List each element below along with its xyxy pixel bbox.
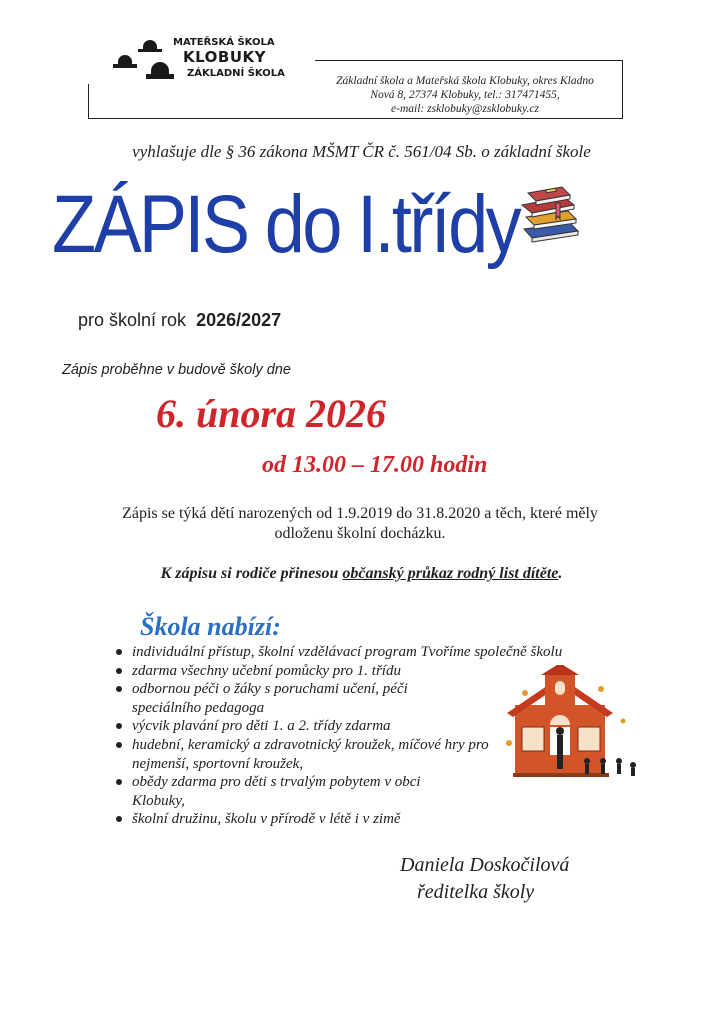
required-documents-list: občanský průkaz rodný list dítěte (342, 565, 559, 582)
eligibility-line-2: odloženu školní docházku. (274, 525, 446, 542)
bullet-icon (116, 723, 122, 729)
letterhead-border-top (315, 60, 623, 61)
bullet-icon (116, 668, 122, 674)
letterhead-border-left (88, 84, 89, 118)
principal-role: ředitelka školy (417, 881, 535, 903)
enrollment-location-text: Zápis proběhne v budově školy dne (62, 362, 291, 378)
address-email: e-mail: zsklobuky@zsklobuky.cz (391, 103, 539, 115)
school-year-value: 2026/2027 (196, 310, 282, 330)
eligibility-line-1: Zápis se týká dětí narozených od 1.9.2019 do 31.8.2020 a těch, které měly (122, 505, 598, 522)
bullet-icon (116, 686, 122, 692)
enrollment-time: od 13.00 – 17.00 hodin (262, 452, 488, 478)
list-item: odbornou péči o žáky s poruchami učení, péči speciálního pedagoga (112, 680, 462, 717)
school-logo (110, 34, 310, 84)
decree-text: vyhlašuje dle § 36 zákona MŠMT ČR č. 561/04 Sb. o základní škole (132, 142, 591, 161)
required-documents-prefix: K zápisu si rodiče přinesou (160, 565, 343, 582)
signature-block (400, 852, 569, 906)
list-item: zdarma všechny učební pomůcky pro 1. třídu (112, 662, 612, 681)
list-item: školní družinu, školu v přírodě v létě i v zimě (112, 810, 612, 829)
required-documents-suffix: . (558, 565, 563, 582)
bullet-icon (116, 649, 122, 655)
bullet-icon (116, 779, 122, 785)
logo-line-3: ZÁKLADNÍ ŠKOLA (187, 68, 285, 79)
logo-line-2: KLOBUKY (183, 48, 266, 66)
required-documents (0, 565, 723, 583)
school-address (300, 74, 630, 116)
principal-name: Daniela Doskočilová (400, 854, 570, 876)
enrollment-date: 6. února 2026 (156, 391, 387, 436)
offers-heading: Škola nabízí: (140, 612, 281, 641)
address-line-1: Základní škola a Mateřská škola Klobuky, okres Kladno (336, 75, 594, 87)
list-item: hudební, keramický a zdravotnický kroužek, míčové hry pro nejmenší, sportovní kroužek, (112, 736, 517, 773)
page-title: ZÁPIS do I.třídy (52, 179, 520, 270)
schoolhouse-icon (505, 665, 645, 785)
stack-of-books-icon (516, 183, 586, 245)
address-line-2: Nová 8, 27374 Klobuky, tel.: 317471455, (370, 89, 560, 101)
school-year-label: pro školní rok (78, 310, 187, 330)
list-item: obědy zdarma pro děti s trvalým pobytem v obci Klobuky, (112, 773, 462, 810)
letterhead-border-bottom (88, 118, 623, 119)
bullet-icon (116, 742, 122, 748)
list-item: individuální přístup, školní vzdělávací program Tvoříme společně školu (112, 643, 612, 662)
logo-line-1: MATEŘSKÁ ŠKOLA (173, 37, 275, 48)
bullet-icon (116, 816, 122, 822)
eligibility-text (60, 504, 660, 544)
school-year (78, 310, 281, 331)
list-item: výcvik plavání pro děti 1. a 2. třídy zdarma (112, 717, 612, 736)
